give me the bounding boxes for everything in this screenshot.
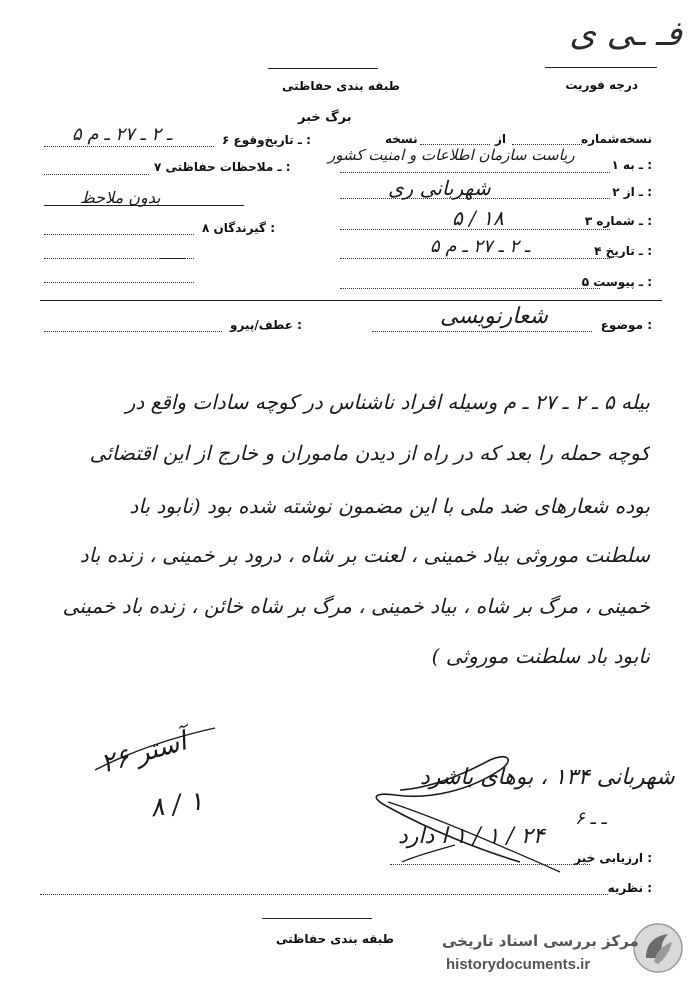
archive-logo-icon: [632, 922, 684, 974]
opinion-dots: [40, 894, 608, 895]
attachment-label: ۵ ـ پیوست :: [581, 275, 652, 289]
priority-label: درجه فوریت: [565, 78, 638, 92]
copy-of-label: از: [495, 132, 507, 146]
from-label: ۲ ـ از :: [612, 185, 652, 199]
date-value: ۵ ـ ۲ ـ ۲۷ ـ م: [430, 236, 530, 257]
body-line-6: نابود باد سلطنت موروثی ): [431, 644, 650, 668]
evaluation-label: ارزیابی خبر :: [574, 851, 652, 865]
signature-note: شهربانی ۱۳۴ ، بوهای باشرد: [420, 765, 675, 790]
archive-logo: [632, 922, 684, 974]
watermark-url: historydocuments.ir: [446, 956, 591, 973]
archive-note-2: ۸ / ۱: [148, 786, 206, 824]
signature-date: ۶ ـ ـ: [575, 808, 607, 829]
corner-handwritten-mark: فـ ـی ی: [569, 14, 682, 54]
to-label: ۱ ـ به :: [611, 158, 652, 172]
watermark-title: مرکز بررسی اسناد تاریخی: [442, 932, 639, 950]
archive-note: آستر ۲۶: [97, 726, 190, 780]
recipients-label: ۸ گیرندگان :: [202, 221, 276, 235]
body-line-2: کوچه حمله را بعد که در راه از دیدن ماموران و خارج از این اقتضائی: [89, 441, 650, 465]
security-notes-value: بدون ملاحظ: [80, 188, 161, 207]
body-line-4: سلطنت موروثی بیاد خمینی ، لعنت بر شاه ، درود بر خمینی ، زنده باد: [79, 543, 650, 567]
body-line-1: بیله ۵ ـ ۲ ـ ۲۷ ـ م وسیله افراد ناشناس در کوچه سادات واقع در: [125, 390, 650, 414]
body-line-5: خمینی ، مرگ بر شاه ، بیاد خمینی ، مرگ بر شاه خائن ، زنده باد خمینی: [62, 594, 650, 618]
date-of-event-label: ۶ ـ تاریخ‌وقوع :: [222, 133, 311, 147]
date-label: ۴ ـ تاریخ :: [594, 244, 652, 258]
opinion-label: نظریه :: [607, 881, 652, 895]
classification-footer: طبقه بندی حفاظتی: [276, 932, 394, 946]
subject-value: شعارنویسی: [440, 304, 548, 329]
copy-number-label: نسخه‌شماره: [581, 132, 652, 146]
reference-label: عطف/پیرو :: [230, 318, 302, 332]
form-title: برگ خبر: [298, 110, 352, 125]
to-value: ریاست سازمان اطلاعات و امنیت کشور: [328, 146, 575, 164]
from-value: شهربانی ری: [388, 176, 491, 200]
classification-header: طبقه بندی حفاظتی: [282, 79, 400, 93]
footer-rule: [262, 918, 372, 919]
subject-label: موضوع :: [600, 318, 652, 332]
number-value: ۵ / ۱۸: [452, 206, 504, 230]
evaluation-value: ۲۴ / ۱ / ۱ ا دارد: [398, 824, 545, 849]
copy-word: نسخه: [385, 132, 418, 146]
body-line-3: بوده شعارهای ضد ملی با این مضمون نوشته شده بود (نابود باد: [129, 494, 650, 518]
security-notes-label: ۷ ـ ملاحظات حفاظتی :: [154, 160, 291, 174]
date-of-event-value: ۵ ـ ۲ ـ ۲۷ ـ م: [72, 124, 172, 145]
number-label: ۳ ـ شماره :: [584, 214, 652, 228]
evaluation-dots: [390, 864, 590, 865]
